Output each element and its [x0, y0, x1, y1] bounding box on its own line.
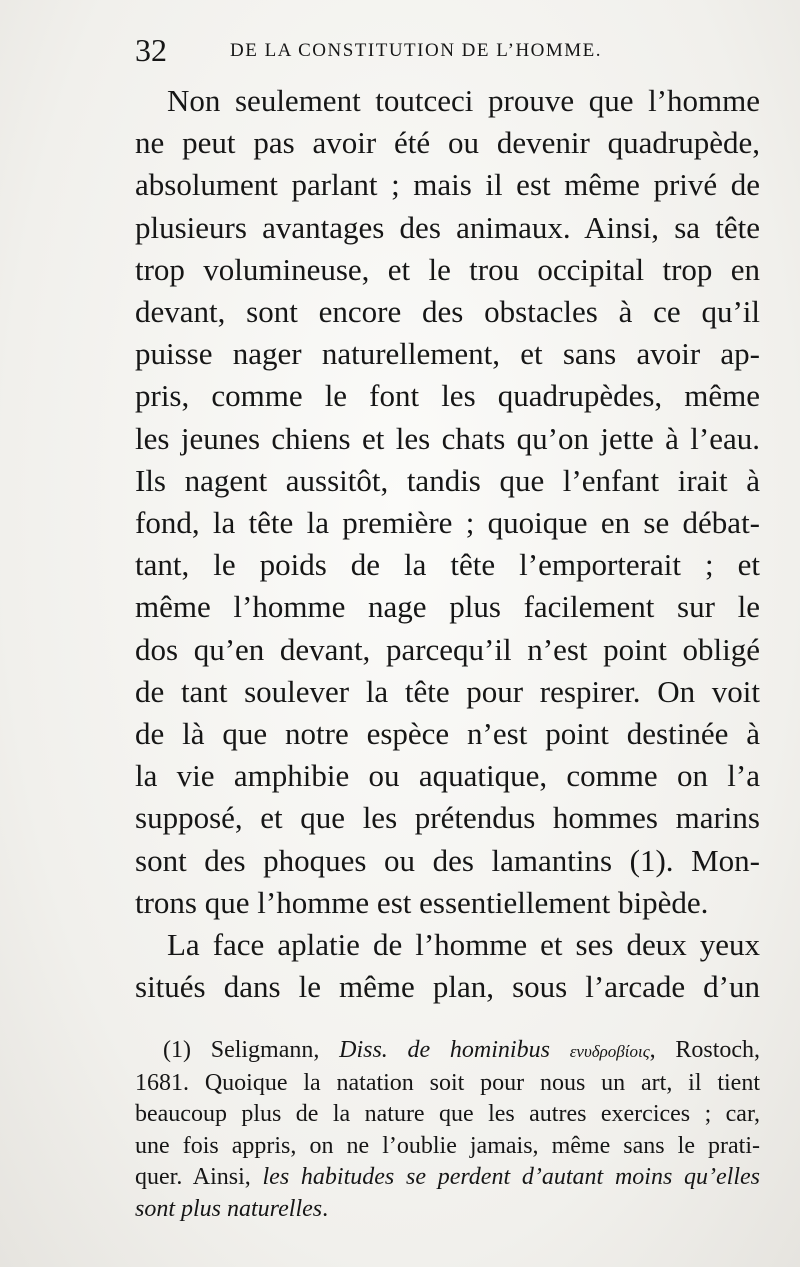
- text-line: La face aplatie de l’homme et ses deux yeux: [167, 927, 760, 963]
- text-line: supposé, et que les prétendus hommes marins: [135, 800, 760, 836]
- text-line: devant, sont encore des obstacles à ce qu’il: [135, 294, 760, 330]
- footnote-line: une fois appris, on ne l’oublie jamais, même sans le prati-: [135, 1132, 760, 1159]
- footnote-italic: sont plus naturelles: [135, 1195, 323, 1222]
- text-line: même l’homme nage plus facilement sur le: [135, 589, 760, 625]
- footnote-line: [135, 1162, 760, 1194]
- text-line: de tant soulever la tête pour respirer. On voit: [135, 673, 760, 709]
- text-line: absolument parlant ; mais il est même privé de: [135, 167, 760, 203]
- text-line: de là que notre espèce n’est point destinée à: [135, 716, 760, 752]
- page-header: [135, 30, 775, 70]
- footnote-greek: ενυδροβίοις: [569, 1042, 650, 1061]
- footnote-line: [135, 1194, 760, 1226]
- footnote-text: (1) Seligmann,: [163, 1037, 340, 1063]
- footnote-line: [135, 1035, 760, 1068]
- footnote-italic: Diss. de hominibus: [339, 1037, 550, 1063]
- text-line: sont des phoques ou des lamantins (1). Mon-: [135, 842, 760, 878]
- footnote: [135, 1035, 760, 1225]
- footnote-text: , Rostoch,: [649, 1037, 761, 1063]
- main-text: [135, 80, 760, 1008]
- text-line: ne peut pas avoir été ou devenir quadrupède,: [135, 125, 760, 161]
- running-head: DE LA CONSTITUTION DE L’HOMME.: [230, 40, 603, 61]
- footnote-line: 1681. Quoique la natation soit pour nous un art, il tient: [135, 1069, 760, 1096]
- text-line: situés dans le même plan, sous l’arcade d’un: [135, 969, 760, 1005]
- text-line: trons que l’homme est essentiellement bipède.: [135, 884, 709, 920]
- text-line: Ils nagent aussitôt, tandis que l’enfant irait à: [135, 462, 760, 498]
- text-line: tant, le poids de la tête l’emporterait ; et: [135, 547, 760, 583]
- footnote-line: beaucoup plus de la nature que les autres exercices ; car,: [135, 1101, 760, 1127]
- footnote-text: .: [322, 1195, 329, 1222]
- text-line: plusieurs avantages des animaux. Ainsi, sa tête: [135, 209, 760, 245]
- footnote-italic: les habitudes se perdent d’autant moins qu’elles: [262, 1164, 760, 1190]
- text-line: les jeunes chiens et les chats qu’on jette à l’eau.: [135, 420, 760, 456]
- text-line: fond, la tête la première ; quoique en se débat-: [135, 505, 760, 541]
- text-line: pris, comme le font les quadrupèdes, même: [135, 378, 760, 414]
- text-line: trop volumineuse, et le trou occipital trop en: [135, 251, 760, 287]
- text-line: puisse nager naturellement, et sans avoir ap-: [135, 336, 760, 372]
- page-number: 32: [135, 32, 167, 68]
- footnote-text: quer. Ainsi,: [135, 1164, 263, 1190]
- text-line: la vie amphibie ou aquatique, comme on l’a: [135, 758, 760, 794]
- text-line: Non seulement toutceci prouve que l’homme: [167, 83, 760, 118]
- text-line: dos qu’en devant, parcequ’il n’est point obligé: [135, 631, 760, 667]
